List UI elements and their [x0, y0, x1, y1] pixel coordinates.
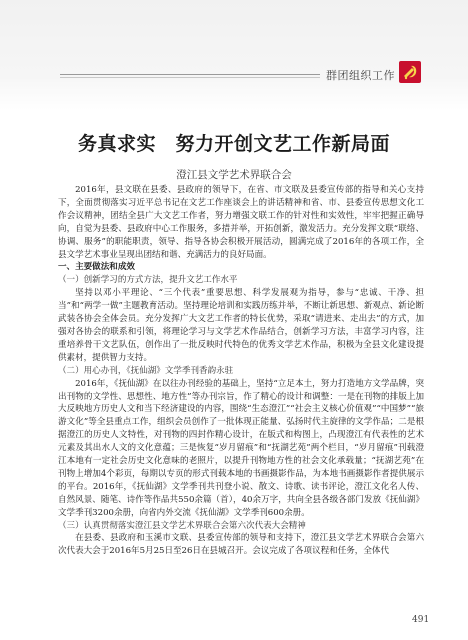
subsection-heading-2: （二）用心办刊，《抚仙湖》文学季刊香韵永驻	[58, 365, 234, 376]
header-rule	[60, 74, 320, 75]
article-author: 澄江县文学艺术界联合会	[176, 169, 292, 181]
subsection-heading-3: （三）认真贯彻落实澄江县文学艺术界联合会第六次代表大会精神	[58, 520, 306, 531]
section-heading-main: 一、主要做法和成效	[58, 262, 135, 273]
paragraph-intro: 2016年，县文联在县委、县政府的领导下，在省、市文联及县委宣传部的指导和关心支持下，全面贯彻落实习近平总书记在文艺工作座谈会上的讲话精神和省、市、县委宣传思想文化工作会议精神，团结全县广大文艺工作者，努力增强文联工作的针对性和实效性，牢牢把握正确导向，自觉为县委、县政府中心工作服务，多措并举，开拓创新，激发活力。充分发挥文联“联络、协调、服务”的职能职责，领导、指导各协会积极开展活动，圆满完成了2016年的各项工作，全县文学艺术事业呈现出团结和谐、充满活力的良好局面。	[58, 185, 424, 260]
subsection-heading-1: （一）创新学习的方式方法，提升文艺工作水平	[58, 275, 238, 286]
article-body	[58, 184, 424, 558]
header-rule-secondary	[60, 77, 320, 78]
article-title: 务真求实 努力开创文艺工作新局面	[77, 133, 390, 155]
section-label: 群团组织工作	[326, 69, 395, 82]
paragraph-congress: 在县委、县政府和玉溪市文联、县委宣传部的领导和支持下，澄江县文学艺术界联合会第六次代表大会于2016年5月25日至26日在县城召开。会议完成了各项议程和任务，全体代	[58, 533, 424, 557]
paragraph-journal: 2016年，《抚仙湖》在以往办刊经验的基础上，坚持“立足本土，努力打造地方文学品牌，突出刊物的文学性、思想性、地方性”等办刊宗旨，作了精心的设计和调整：一是在刊物的排版上加大反映地方历史人文和当下经济建设的内容，围绕“生态澄江”“社会主义核心价值观”“中国梦”“旅游文化”等全县重点工作，组织会员创作了一批体现正能量、弘扬时代主旋律的文学作品；二是根据澄江的历史人文特性，对刊物的四封作精心设计，在版式和构图上，凸现澄江有代表性的艺术元素及其出水人文的文化意蕴；三是恢复“岁月留痕”和“抚湖艺苑”两个栏目，“岁月留痕”刊载澄江本地有一定社会历史文化意味的老照片，以提升刊物地方性的社会文化承载量；“抚湖艺苑”在刊物上增加4个彩页，每期以专页的形式刊载本地的书画摄影作品，为本地书画摄影作者提供展示的平台。2016年，《抚仙湖》文学季刊共刊登小说、散文、诗歌、读书评论，澄江文化名人传、自然风景、随笔、诗作等作品共550余篇（首），40余万字，共向全县各级各部门发放《抚仙湖》文学季刊3200余册，向省内外交流《抚仙湖》文学季刊600余册。	[58, 378, 424, 518]
page-number: 491	[412, 615, 430, 625]
header-band	[0, 0, 468, 110]
party-emblem-icon	[399, 61, 421, 83]
paragraph-study: 坚持以邓小平理论、“三个代表”重要思想、科学发展观为指导，参与“忠诚、干净、担当”和“两学一做”主题教育活动。坚持理论培训和实践历练并举，不断让新思想、新观点、新论断武装各协会全体会员。充分发挥广大文艺工作者的特长优势，采取“请进来、走出去”的方式，加强对各协会的联系和引领，将理论学习与文学艺术作品结合，创新学习方法，丰富学习内容，注重培养骨干文艺队伍，创作出了一批反映时代特色的优秀文学艺术作品，积极为全县文化建设提供素材，提供智力支持。	[58, 288, 424, 363]
